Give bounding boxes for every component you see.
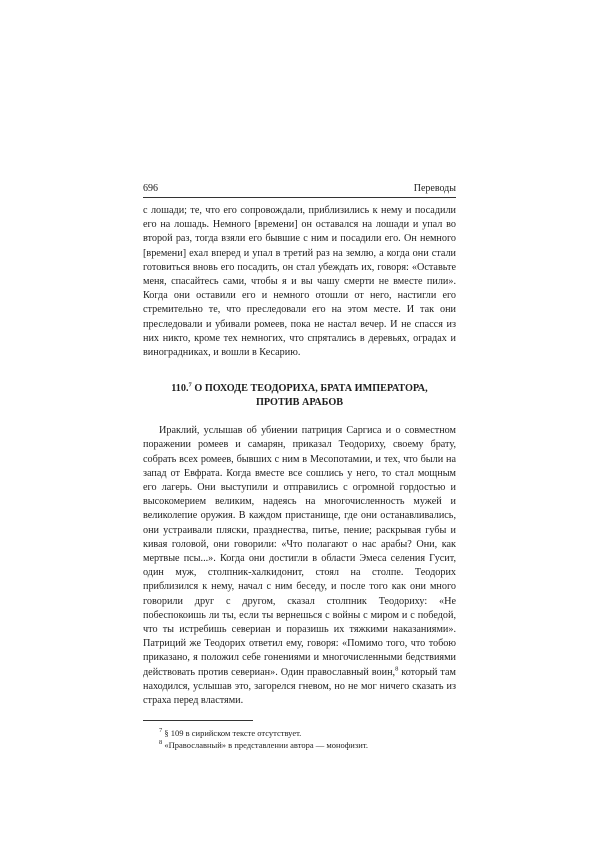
page-body [143,204,456,708]
running-header [143,183,456,198]
chapter-title-line-1: О ПОХОДЕ ТЕОДОРИХА, БРАТА ИМПЕРАТОРА, [194,383,428,395]
footnotes [143,727,456,751]
footnote-rule [143,720,253,727]
paragraph-continuation: с лошади; те, что его сопровождали, приблизились к нему и посадили его на лошадь. Немного [времени] он оставался на лошади и упал во второй раз, тогда взяли его бывшие с ним и посадили его. Он немного [времени] ехал вперед и упал в третий раз на землю, а когда они стали готовиться вновь его посадить, он стал убеждать их, говоря: «Оставьте меня, спасайтесь сами, чтобы я и вы чашу смерти не вместе пили». Когда они оставили его и немного отошли от него, настигли его стремительно те, что преследовали его на этом месте. И так они преследовали и убивали ромеев, пока не настал вечер. И не спасся из них никто, кроме тех немногих, что спрятались в деревьях, оградах и виноградниках, и вошли в Кесарию. [143,205,456,359]
chapter-title-line-2: ПРОТИВ АРАБОВ [255,397,344,409]
footnote-text: § 109 в сирийском тексте отсутствует. [162,728,302,739]
paragraph-main [143,424,456,708]
paragraph-main-text-b: который там находился, услышав это, загорелся гневом, но не мог ничего сказать из страха перед властями. [143,666,456,707]
footnote-mark: 7 [159,727,163,735]
running-title: Переводы [413,183,456,194]
footnote-text: «Православный» в представлении автора — монофизит. [162,740,368,751]
page-number: 696 [143,183,158,194]
footnote-ref-8: 8 [395,665,399,673]
footnote-item [143,727,456,739]
footnote-ref-7: 7 [188,381,192,389]
footnote-mark: 8 [159,739,163,747]
chapter-heading [143,382,456,410]
chapter-number: 110. [171,383,189,395]
footnote-item [143,739,456,751]
paragraph-main-text-a: Ираклий, услышав об убиении патриция Саргиса и о совместном поражении ромеев и самарян, приказал Теодориху, своему брату, собрать всех ромеев, бывших с ним в Месопотамии, и тех, что были на запад от Евфрата. Когда вместе все сошлись у него, то стал мощным его лагерь. Они выступили и отправились с огромной гордостью и высокомерием великим, надеясь на многочисленность мужей и великолепие оружия. В каждом пристанище, где они останавливались, они устраивали пляски, празднества, питье, пение; раскрывая губы и кивая головой, они говорили: «Что полагают о нас арабы? Они, как мертвые псы...». Когда они достигли в области Эмеса селения Гусит, один муж, столпник-халкидонит, стоял на столпе. Теодорих приблизился к нему, начал с ним беседу, и после того как они много говорили друг с другом, сказал столпник Теодориху: «Не побеспокоишь ли ты, если ты вернешься с войны с миром и с победой, что ты истребишь севериан и поразишь их тяжкими наказаниями». Патриций же Теодорих ответил ему, говоря: «Помимо того, что тобою приказано, я положил себе гонениями и многочисленными бедствиями действовать против севериан». Один православный воин, [143,425,456,678]
book-page [143,183,456,751]
